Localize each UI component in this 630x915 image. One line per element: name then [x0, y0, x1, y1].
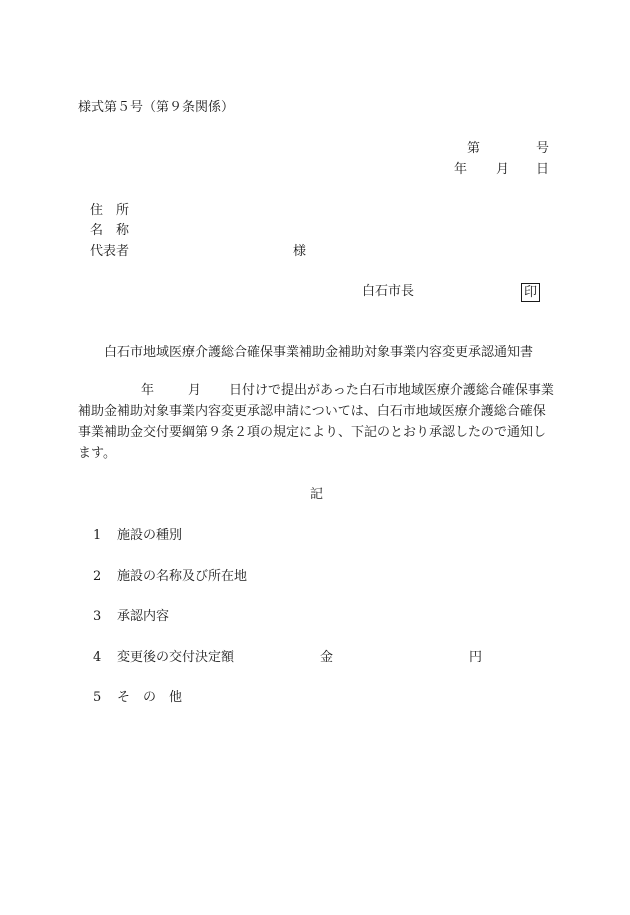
item-3-label: 承認内容	[117, 609, 170, 624]
body-text: 日付けで提出があった白石市地域医療介護総合確保事業補助金補助対象事業内容変更承認申請については、白石市地域医療介護総合確保事業補助金交付要綱第９条２項の規定により、下記のとおり承認したので通知します。	[78, 383, 554, 461]
item-2-number: 2	[93, 569, 102, 584]
document-title: 白石市地域医療介護総合確保事業補助金補助対象事業内容変更承認通知書	[104, 345, 534, 360]
item-5-label: そ の 他	[117, 690, 183, 705]
item-5-number: 5	[93, 690, 102, 705]
item-1-label: 施設の種別	[117, 528, 183, 543]
seal-mark: 印	[521, 283, 540, 302]
body-year: 年	[141, 383, 155, 398]
address-label: 住 所	[90, 203, 130, 218]
name-label: 名 称	[90, 223, 130, 238]
date-day: 日	[536, 162, 550, 177]
doc-number-suffix: 号	[536, 141, 550, 156]
date-year: 年	[454, 162, 468, 177]
seal	[521, 283, 540, 302]
body-paragraph	[78, 380, 554, 464]
representative-label: 代表者	[90, 244, 130, 259]
doc-number-prefix: 第	[467, 141, 481, 156]
body-month: 月	[188, 383, 202, 398]
amount-prefix: 金	[320, 650, 334, 665]
date-month: 月	[496, 162, 510, 177]
form-number: 様式第５号（第９条関係）	[78, 100, 235, 115]
sender-title: 白石市長	[362, 284, 415, 299]
honorific: 様	[293, 244, 307, 259]
item-4-number: 4	[93, 650, 102, 665]
item-2-label: 施設の名称及び所在地	[117, 569, 248, 584]
amount-unit: 円	[469, 650, 483, 665]
item-1-number: 1	[93, 528, 102, 543]
item-3-number: 3	[93, 609, 102, 624]
item-4-label: 変更後の交付決定額	[117, 650, 235, 665]
ki-heading: 記	[310, 487, 324, 502]
